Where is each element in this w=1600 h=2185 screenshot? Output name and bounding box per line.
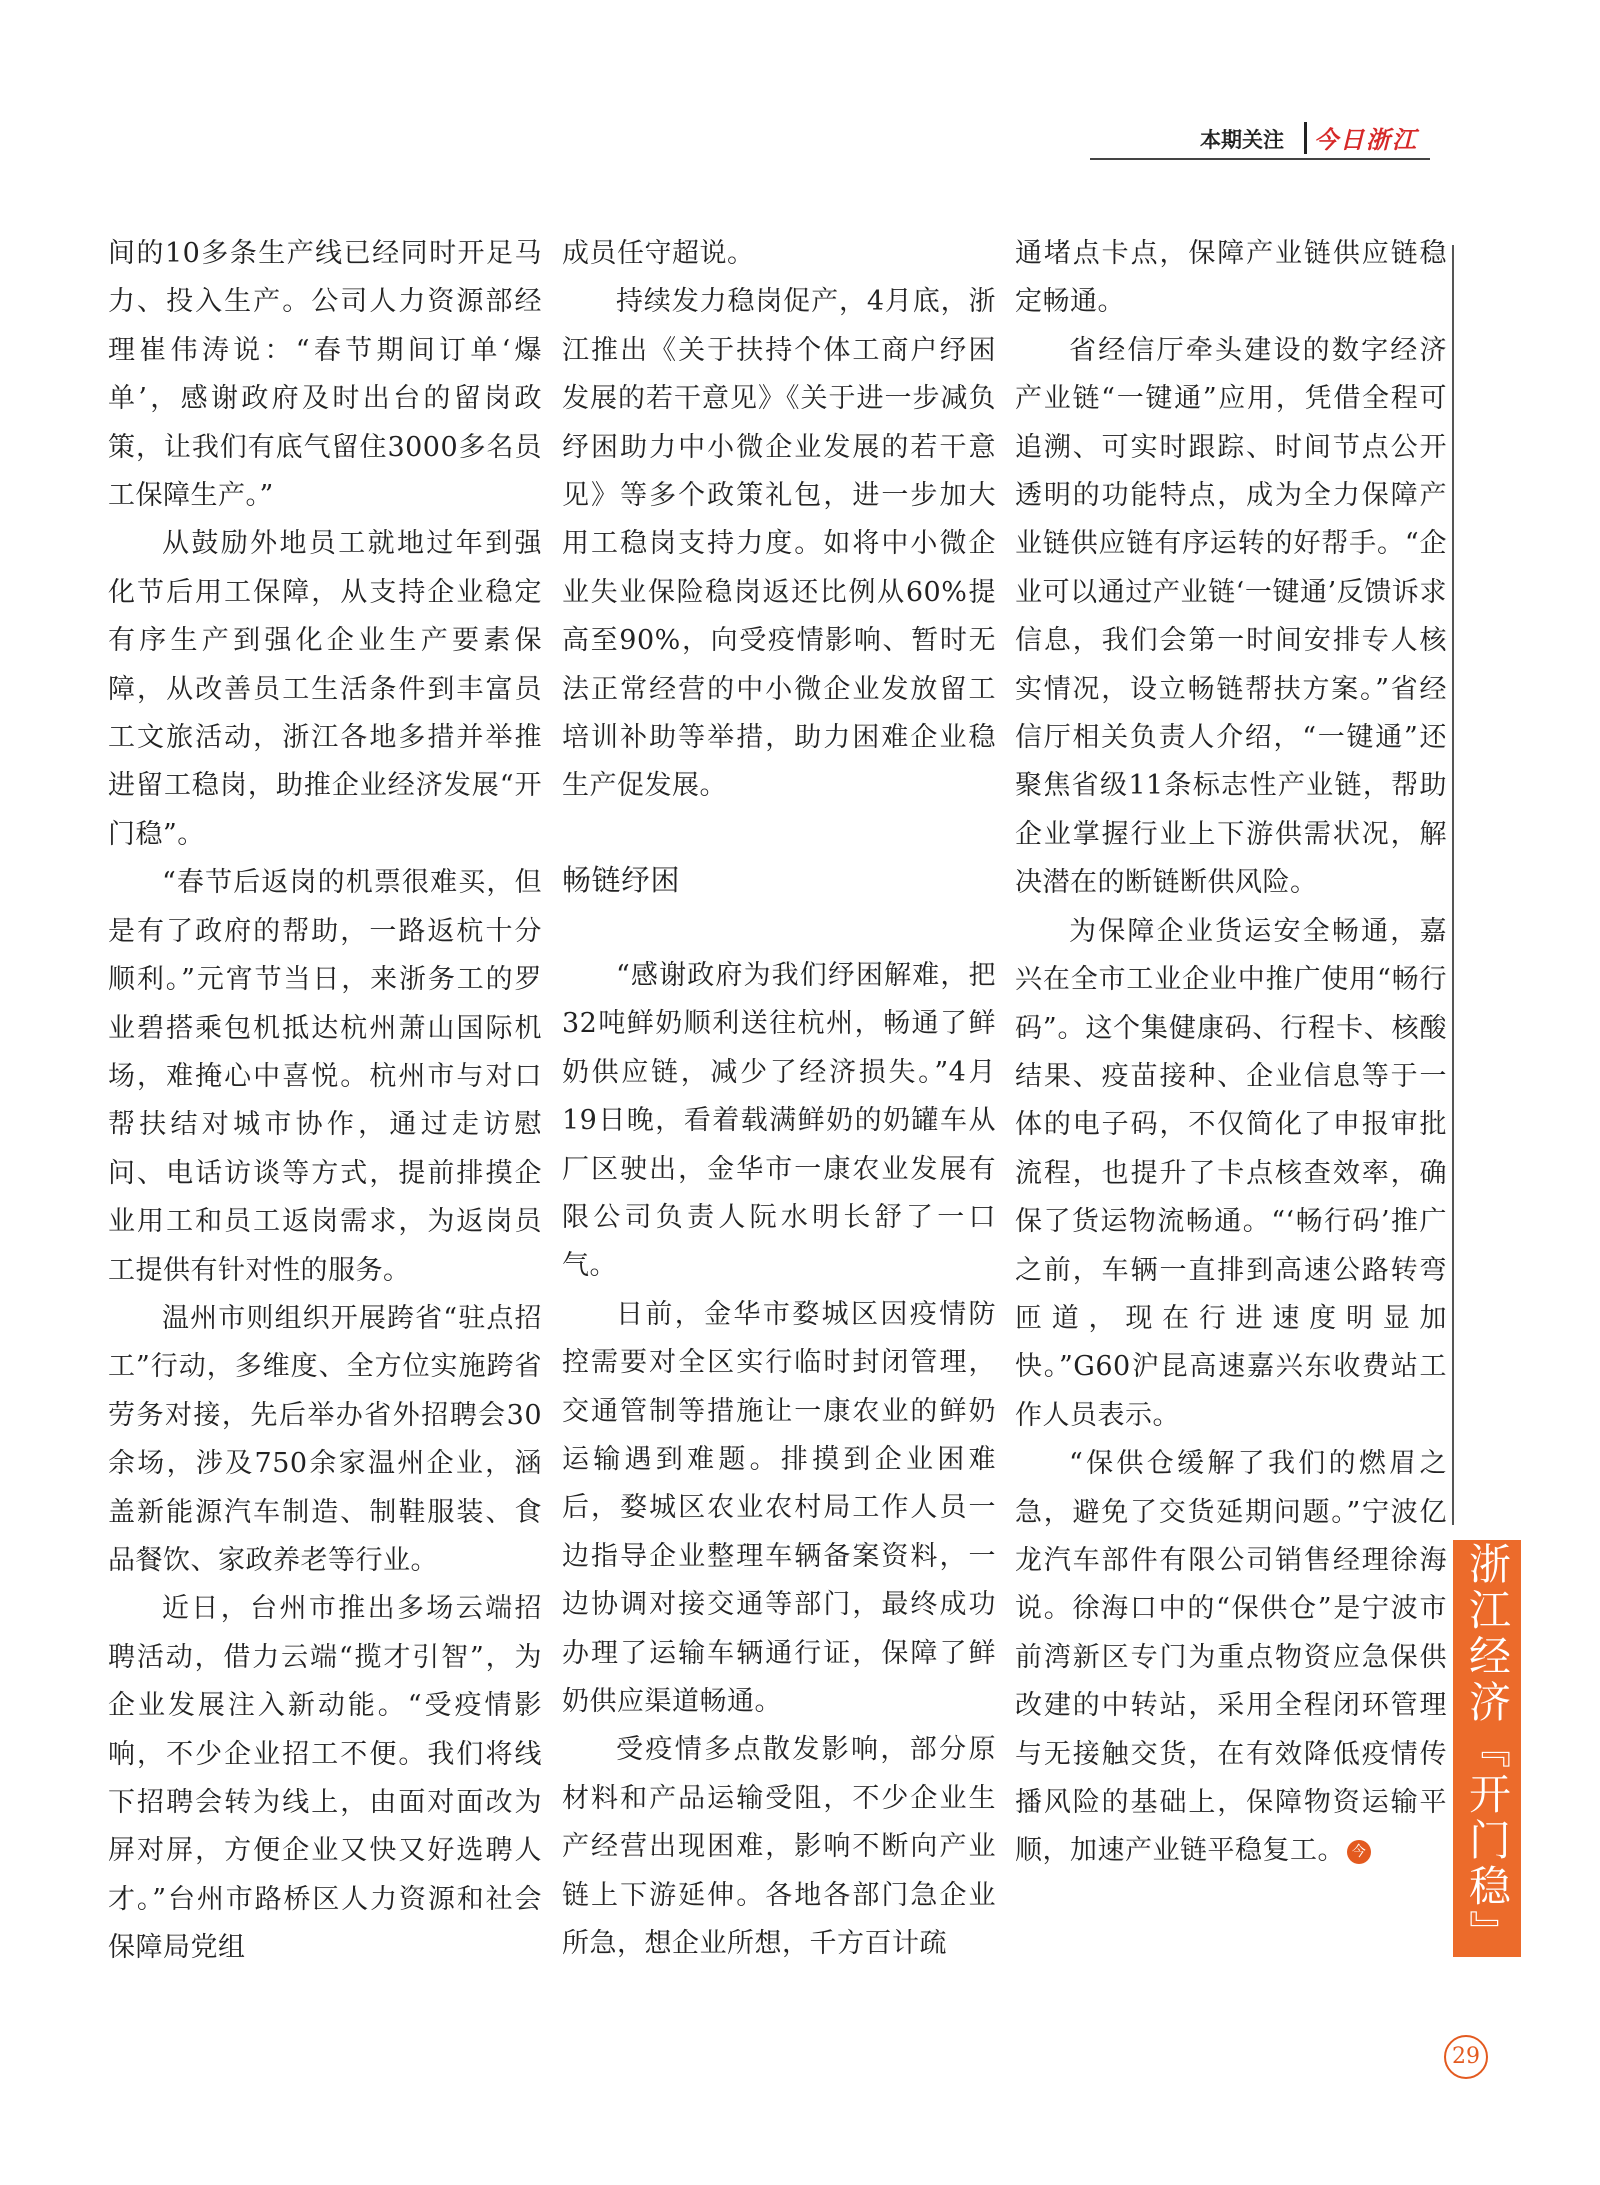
paragraph: 通堵点卡点，保障产业链供应链稳定畅通。 (1015, 238, 1447, 318)
paragraph: 温州市则组织开展跨省“驻点招工”行动，多维度、全方位实施跨省劳务对接，先后举办省外招聘会30余场，涉及750余家温州企业，涵盖新能源汽车制造、制鞋服装、食品餐饮、家政养老等行业。 (108, 1302, 542, 1576)
paragraph: 间的10多条生产线已经同时开足马力、投入生产。公司人力资源部经理崔伟涛说：“春节期间订单‘爆单’，感谢政府及时出台的留岗政策，让我们有底气留住3000多名员工保障生产。” (108, 238, 542, 512)
article-column-2 (562, 230, 996, 1968)
paragraph: 日前，金华市婺城区因疫情防控需要对全区实行临时封闭管理，交通管制等措施让一康农业的鲜奶运输遇到难题。排摸到企业困难后，婺城区农业农村局工作人员一边指导企业整理车辆备案资料，一边协调对接交通等部门，最终成功办理了运输车辆通行证，保障了鲜奶供应渠道畅通。 (562, 1298, 996, 1717)
paragraph: “感谢政府为我们纾困解难，把32吨鲜奶顺利送往杭州，畅通了鲜奶供应链，减少了经济损失。”4月19日晚，看着载满鲜奶的奶罐车从厂区驶出，金华市一康农业发展有限公司负责人阮水明长舒了一口气。 (562, 959, 996, 1282)
paragraph: 为保障企业货运安全畅通，嘉兴在全市工业企业中推广使用“畅行码”。这个集健康码、行程卡、核酸结果、疫苗接种、企业信息等于一体的电子码，不仅简化了申报审批流程，也提升了卡点核查效率，确保了货运物流畅通。“‘畅行码’推广之前，车辆一直排到高速公路转弯匝道，现在行进速度明显加快。”G60沪昆高速嘉兴东收费站工作人员表示。 (1015, 915, 1447, 1431)
article-column-1 (108, 230, 542, 1973)
paragraph: “春节后返岗的机票很难买，但是有了政府的帮助，一路返杭十分顺利。”元宵节当日，来浙务工的罗业碧搭乘包机抵达杭州萧山国际机场，难掩心中喜悦。杭州市与对口帮扶结对城市协作，通过走访慰问、电话访谈等方式，提前排摸企业用工和员工返岗需求，为返岗员工提供有针对性的服务。 (108, 867, 542, 1286)
section-subheading: 畅链纾困 (562, 862, 681, 897)
paragraph: 从鼓励外地员工就地过年到强化节后用工保障，从支持企业稳定有序生产到强化企业生产要素保障，从改善员工生活条件到丰富员工文旅活动，浙江各地多措并举推进留工稳岗，助推企业经济发展“开门稳”。 (108, 528, 542, 850)
paragraph: 受疫情多点散发影响，部分原材料和产品运输受阻，不少企业生产经营出现困难，影响不断向产业链上下游延伸。各地各部门急企业所急，想企业所想，千方百计疏 (562, 1734, 996, 1959)
article-column-3 (1015, 230, 1447, 1876)
header-section-title: 本期关注 (1200, 128, 1284, 152)
article-end-icon: 今 (1347, 1840, 1371, 1864)
paragraph-text: “保供仓缓解了我们的燃眉之急，避免了交货延期问题。”宁波亿龙汽车部件有限公司销售经理徐海说。徐海口中的“保供仓”是宁波市前湾新区专门为重点物资应急保供改建的中转站，采用全程闭环管理与无接触交货，在有效降低疫情传播风险的基础上，保障物资运输平顺，加速产业链平稳复工。 (1015, 1448, 1447, 1867)
paragraph: 持续发力稳岗促产，4月底，浙江推出《关于扶持个体工商户纾困发展的若干意见》《关于进一步减负纾困助力中小微企业发展的若干意见》等多个政策礼包，进一步加大用工稳岗支持力度。如将中小微企业失业保险稳岗返还比例从60%提高至90%，向受疫情影响、暂时无法正常经营的中小微企业发放留工培训补助等举措，助力困难企业稳生产促发展。 (562, 286, 996, 802)
header-divider (1304, 122, 1307, 154)
running-header (1090, 118, 1430, 160)
page-number: 29 (1444, 2035, 1488, 2079)
side-banner-label: 浙江经济『开门稳』 (1453, 1540, 1521, 1957)
paragraph: 近日，台州市推出多场云端招聘活动，借力云端“揽才引智”，为企业发展注入新动能。“受疫情影响，不少企业招工不便。我们将线下招聘会转为线上，由面对面改为屏对屏，方便企业又快又好选聘人才。”台州市路桥区人力资源和社会保障局党组 (108, 1593, 542, 1964)
column-rule (1452, 245, 1454, 1525)
paragraph: 成员任守超说。 (562, 238, 755, 269)
paragraph (1015, 1440, 1447, 1876)
magazine-brand-logo: 今日浙江 (1314, 125, 1418, 154)
paragraph: 省经信厅牵头建设的数字经济产业链“一键通”应用，凭借全程可追溯、可实时跟踪、时间节点公开透明的功能特点，成为全力保障产业链供应链有序运转的好帮手。“企业可以通过产业链‘一键通’反馈诉求信息，我们会第一时间安排专人核实情况，设立畅链帮扶方案。”省经信厅相关负责人介绍，“一键通”还聚焦省级11条标志性产业链，帮助企业掌握行业上下游供需状况，解决潜在的断链断供风险。 (1015, 334, 1447, 899)
